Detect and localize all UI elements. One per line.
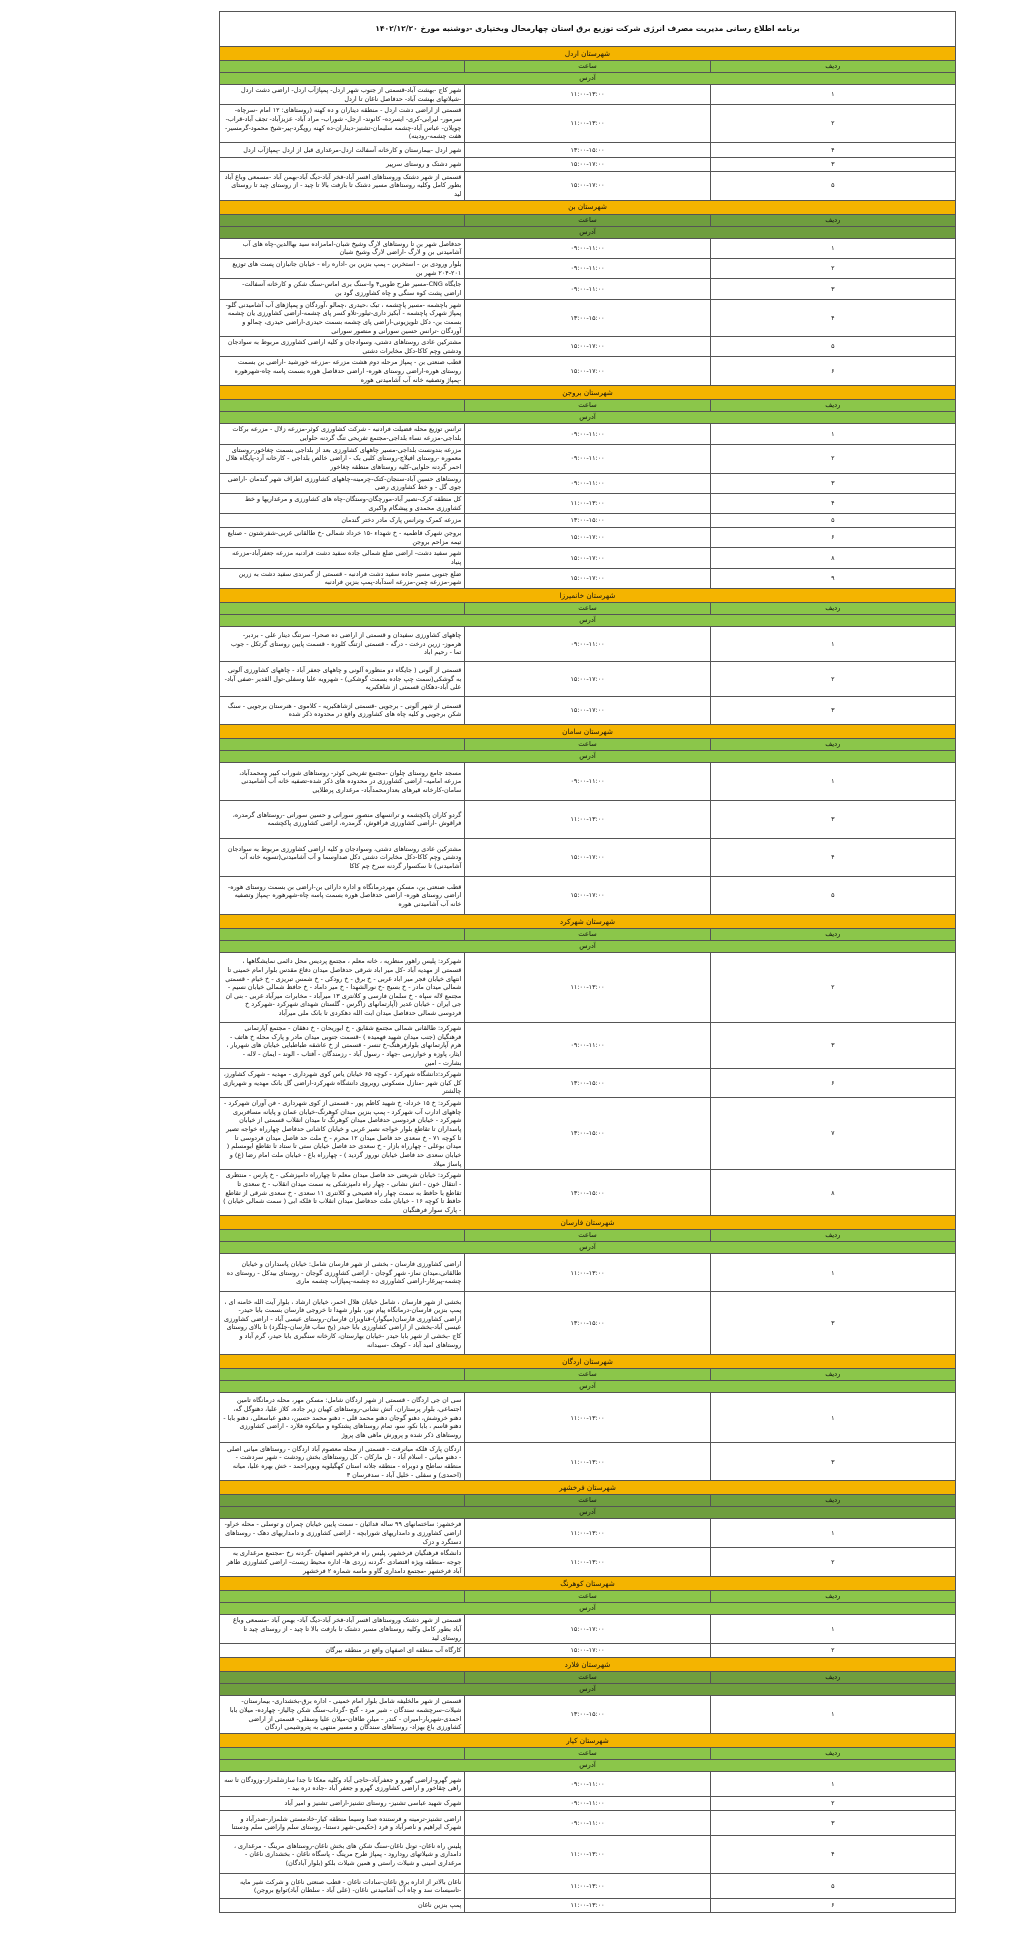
table-row (220, 337, 956, 357)
outage-time: ۱۵:۰۰-۱۷:۰۰ (465, 1644, 710, 1658)
county-header (220, 1481, 956, 1495)
table-row (220, 105, 956, 143)
outage-address: چاههای کشاورزی سفیدان و قسمتی از اراضی ده صحرا- سرتنگ دینار علی - بردبر- هرموز- زرین درخت - درگه - قسمتی ازتنگ کلوره - قسمت پایین روستای گرتکل - جوب تما - رحیم اباد (220, 626, 465, 661)
outage-time: ۱۱:۰۰-۱۳:۰۰ (465, 1519, 710, 1548)
column-header-address: آدرس (220, 226, 956, 238)
row-number: ۵ (710, 1874, 955, 1899)
table-row (220, 1811, 956, 1836)
outage-time: ۰۹:۰۰-۱۱:۰۰ (465, 424, 710, 444)
table-row (220, 626, 956, 661)
row-number: ۱ (710, 1393, 955, 1443)
outage-address: کل منطقه کرک-نصیر آباد-مورچگان-وستگان-چاه های کشاورزی و مرغداریها و خط کشاورزی محمدی و پیشگام واکبری (220, 493, 465, 513)
outage-address: شهر کاج -بهشت آباد-قسمتی از جنوب شهر اردل- پمپاژآب اردل- اراضی دشت اردل -شیلاتهای بهشت آباد- حدفاصل ناغان تا اردل (220, 85, 465, 105)
outage-time: ۰۹:۰۰-۱۱:۰۰ (465, 473, 710, 493)
county-header (220, 1216, 956, 1230)
outage-time: ۰۹:۰۰-۱۱:۰۰ (465, 1772, 710, 1797)
table-row (220, 568, 956, 588)
outage-address: قطب صنعتی بن، مسکن مهردرمانگاه و اداره دارائی بن-اراضی بن بسمت روستای هوره-اراضی روستای هوره- اراضی حدفاصل هوره بسمت پاسه چاه-شهرهوره -پمپاژ وتصفیه خانه آب آشامیدنی هوره (220, 876, 465, 914)
table-row (220, 473, 956, 493)
county-name: شهرستان اردل (220, 47, 956, 61)
county-header (220, 588, 956, 602)
row-number: ۶ (710, 357, 955, 386)
outage-time: ۱۵:۰۰-۱۷:۰۰ (465, 696, 710, 724)
row-number: ۶ (710, 1069, 955, 1098)
table-row (220, 1615, 956, 1644)
outage-time: ۱۳:۰۰-۱۵:۰۰ (465, 1292, 710, 1355)
outage-address: اردگان پارک فلکه میانرفت - قسمتی از محله معصوم آباد اردگان - روستاهای میانی اصلی - دهنو میانی - اسلام آباد - تل مارکان - کل روستاهای بخش رودشت - شهر سردشت - منطقه ساطح و دوبراه - منطقه جلانه استان کهگیلویه وبویراحمد - خش بهره علیا، میانه (احمدی) و سفلی - خلیل آباد - سدفرسان ۳ (220, 1443, 465, 1481)
table-row (220, 1874, 956, 1899)
outage-address: مشترکین عادی روستاهای دشتی، وسوادجان و کلیه اراضی کشاورزی مربوط به سوادجان ودشتی وچم کاکا-دکل مخابرات دشتی دکل صداوسما و آب آشامیدنی(تسویه خانه آب آشامیدنی) تا سکسوار گردنه سرخ چم کاکا (220, 838, 465, 876)
county-name: شهرستان کوهرنگ (220, 1577, 956, 1591)
table-row (220, 1098, 956, 1170)
table-row (220, 424, 956, 444)
column-header-time: ساعت (465, 400, 710, 412)
column-header-row-number: ردیف (710, 1748, 955, 1760)
row-number: ۴ (710, 1836, 955, 1874)
table-row (220, 1548, 956, 1577)
column-header-address: آدرس (220, 1684, 956, 1696)
outage-address: فرخشهر: ساختمانهای ۹۹ ساله فدائیان - سمت پایین خیابان چمران و توسلی - محله خراو- اراضی کشاورزی و دامداریهای شورابچه - اراضی کشاورزی و دامداریهای دهک - روستاهای دستگرد و دزک (220, 1519, 465, 1548)
outage-address: شهرکرد: پلیس راهور منظریه ، خانه معلم ، مجتمع پردیس محل دائمی نمایشگاهها ، قسمتی از مهدیه آباد -کل میر اباد شرقی حدفاصل میدان دفاع مقدس بلوار امام خمینی تا انتهای خیابان فجر میر اباد غربی - خ برق - خ رودکی - خ شمس تبریزی - خ خیام - قسمتی شمالی میدان مادر - خ بسیج -خ نورالشهدا - خ میر داماد - خ حافظ شمالی خیابان نسیم - مجتمع لاله سپاه - خ سلمان فارسی و کلانتری ۱۳ میرآباد - مخابرات میرآباد غربی - بنی ان جی ایران - خیابان غدیر (آپارتمانهای زاگرس - گلستان شهدای شهرکرد -شهرکرد خ فردوسی شمالی حدفاصل میدان ابت الله دهکردی تا بانک ملی میرآباد (220, 952, 465, 1022)
county-name: شهرستان فلارد (220, 1658, 956, 1672)
outage-time: ۰۹:۰۰-۱۱:۰۰ (465, 1022, 710, 1068)
county-name: شهرستان سامان (220, 724, 956, 738)
column-header-row-number: ردیف (710, 928, 955, 940)
column-header-row-number: ردیف (710, 214, 955, 226)
row-number: ۴ (710, 838, 955, 876)
table-row (220, 838, 956, 876)
outage-address: قسمتی از شهر مالخلیفه شامل بلوار امام خمینی - اداره برق-بخشداری- بیمارستان-شیلات-سرچشمه سندگان - شیر مرد - گنج -گرداب-سنگ شکن چالیاز- چهارده- میلان بابا احمدی-شهریار-امیران - کندر - میلن طاقان-میلان علیا وسفلی- قسمتی از اراضی کشاورزی باغ بهزاد- روستاهای سندگان و مسیر منتهی به پتروشیمی اردگان (220, 1696, 465, 1734)
row-number: ۱ (710, 238, 955, 258)
row-number: ۱ (710, 626, 955, 661)
column-header-time: ساعت (465, 1230, 710, 1242)
column-header-blank (220, 1748, 465, 1760)
table-row (220, 1069, 956, 1098)
column-header-blank (220, 738, 465, 750)
outage-address: حدفاصل شهر بن تا روستاهای لارگ وشیخ شبان-امامزاده سید بهاالدین-چاه های آب آشامیدنی بن و لارگ -اراضی لارگ وشیخ شبان (220, 238, 465, 258)
column-header-address: آدرس (220, 412, 956, 424)
row-number: ۲ (710, 1644, 955, 1658)
row-number: ۲ (710, 105, 955, 143)
county-header (220, 200, 956, 214)
county-name: شهرستان بروجن (220, 386, 956, 400)
row-number: ۱ (710, 762, 955, 800)
county-name: شهرستان شهرکرد (220, 914, 956, 928)
row-number: ۳ (710, 1443, 955, 1481)
row-number: ۱ (710, 1254, 955, 1292)
table-row (220, 1170, 956, 1216)
county-header (220, 47, 956, 61)
outage-address: دانشگاه فرهنگیان فرخشهر، پلیس راه فرخشهر اصفهان -گردنه رخ -مجتمع مرغداری به جوجه -منطقه ویژه اقتصادی -گردنه زردی ها- اداره محیط زیست- اراضی کشاورزی طاهر آباد فرخشهر -مجتمع دامداری گاو و ماسه شماره ۲ فرخشهر (220, 1548, 465, 1577)
column-header-row (220, 1591, 956, 1603)
outage-address: شهر سفید دشت- اراضی ضلع شمالی جاده سفید دشت فرادنبه مزرعه جعفرآباد-مزرعه پنیاد (220, 548, 465, 568)
table-row (220, 1022, 956, 1068)
outage-time: ۱۱:۰۰-۱۳:۰۰ (465, 800, 710, 838)
table-row (220, 800, 956, 838)
table-row (220, 1772, 956, 1797)
schedule-table (219, 11, 956, 1913)
table-row (220, 259, 956, 279)
outage-time: ۱۳:۰۰-۱۵:۰۰ (465, 1696, 710, 1734)
column-header-row (220, 1369, 956, 1381)
address-header-row (220, 614, 956, 626)
row-number: ۶ (710, 1899, 955, 1913)
column-header-row-number: ردیف (710, 61, 955, 73)
table-row (220, 1797, 956, 1811)
outage-time: ۱۵:۰۰-۱۷:۰۰ (465, 337, 710, 357)
outage-time: ۰۹:۰۰-۱۱:۰۰ (465, 259, 710, 279)
table-row (220, 493, 956, 513)
outage-address: مسجد جامع روستای چلوان -مجتمع تفریحی کوثر- روستاهای شوراب کبیر ومحمدآباد، مزرعه امامیه- اراضی کشاورزی در محدوده های ذکر شده-تصفیه خانه آب آشامیدنی سامان-کارخانه قیرهای بعدازمحمدآباد- مرغداری پرطلایی (220, 762, 465, 800)
outage-time: ۱۱:۰۰-۱۳:۰۰ (465, 1443, 710, 1481)
row-number: ۳ (710, 1022, 955, 1068)
address-header-row (220, 1760, 956, 1772)
outage-time: ۱۱:۰۰-۱۳:۰۰ (465, 1836, 710, 1874)
row-number: ۸ (710, 1170, 955, 1216)
table-row (220, 142, 956, 157)
outage-time: ۱۱:۰۰-۱۳:۰۰ (465, 1874, 710, 1899)
row-number: ۲ (710, 661, 955, 696)
column-header-blank (220, 400, 465, 412)
page-title: برنامه اطلاع رسانی مدیریت مصرف انرژی شرکت توزیع برق استان چهارمحال وبختیاری -دوشنبه مورخ ۱۴۰۲/۱۲/۲۰ (220, 12, 956, 47)
county-header (220, 386, 956, 400)
column-header-row-number: ردیف (710, 1495, 955, 1507)
table-row (220, 514, 956, 528)
address-header-row (220, 1684, 956, 1696)
row-number: ۲ (710, 259, 955, 279)
outage-time: ۱۱:۰۰-۱۳:۰۰ (465, 105, 710, 143)
title-row (220, 12, 956, 47)
row-number: ۳ (710, 279, 955, 299)
row-number: ۵ (710, 171, 955, 200)
row-number: ۷ (710, 1098, 955, 1170)
outage-address: قسمتی از شهر دشتک وروستاهای افسر آباد-فخر آباد-دیگ آباد-بهمن آباد -مسمعی وباغ آباد بطور کامل وکلیه روستاهای مسیر دشتک تا بازفت بالا تا چید - از روستای چید تا روستای لید (220, 171, 465, 200)
table-row (220, 238, 956, 258)
table-row (220, 1836, 956, 1874)
table-row (220, 357, 956, 386)
county-name: شهرستان بن (220, 200, 956, 214)
outage-address: جایگاه CNG-مسیر طرح طوبی۴ وا-سنگ بری اماس-سنگ شکن و کارخانه آسفالت- اراضی پشت کوه سنگی و چاه کشاورزی گود بن (220, 279, 465, 299)
table-row (220, 1644, 956, 1658)
outage-time: ۱۱:۰۰-۱۳:۰۰ (465, 1393, 710, 1443)
outage-address: قسمتی از اراضی دشت اردل - منطقه دیناران و ده کهنه (روستاهای: ۱۲ امام -سرچاه- سرمور- لیرابی-کری- ایسرده- کانوند- ارجل- شوراب- مراد آباد- عزیزآباد- تجف آباد-قراب-چویلان- عباس آباد-چشمه سلیمان-تشنیز-دیناران-ده کهنه روپگرد-پیر-شیخ محمود-گرمسیر-هفت چشمه-رودینه) (220, 105, 465, 143)
address-header-row (220, 1603, 956, 1615)
column-header-blank (220, 61, 465, 73)
row-number: ۵ (710, 337, 955, 357)
outage-address: اراضی کشاورزی فارسان - بخشی از شهر فارسان شامل: خیابان پاسداران و خیابان طالقانی،میدان نماز- شهر گوجان - اراضی کشاورزی گوجان - روستای بیدکل - روستای ده چشمه-پیرغار-اراضی کشاورزی ده چشمه-پمپاژآب چشمه ماری (220, 1254, 465, 1292)
column-header-address: آدرس (220, 1381, 956, 1393)
row-number: ۱ (710, 1615, 955, 1644)
table-row (220, 1899, 956, 1913)
column-header-address: آدرس (220, 1603, 956, 1615)
outage-address: شهرک شهید عباسی تشنیز- روستای تشنیز-اراضی تشنیز و امیر آباد (220, 1797, 465, 1811)
outage-time: ۰۹:۰۰-۱۱:۰۰ (465, 238, 710, 258)
column-header-time: ساعت (465, 1369, 710, 1381)
row-number: ۱ (710, 1696, 955, 1734)
column-header-time: ساعت (465, 738, 710, 750)
column-header-row (220, 928, 956, 940)
column-header-row (220, 1230, 956, 1242)
outage-address: اراضی تشنیز-ترمینه و فرستنده صدا وسیما منطقه کیار-خادمستی شلمزار-صدرآباد و شهرک ایراهیم و ناصرآباد و فرد (حکیمی-شهر دستنا- روستای سلم واراضی سلم ودستنا (220, 1811, 465, 1836)
column-header-time: ساعت (465, 602, 710, 614)
row-number: ۳ (710, 473, 955, 493)
outage-address: سی ان جی اردگان - قسمتی از شهر اردگان شامل: مسکن مهر، محله درمانگاه تامین اجتماعی، بلوار پرستاران، آتش نشانی-روستاهای کهیان زیر جاده، کلاز علیا، دهنوگل گه، دهنو خروشش، دهنو گوجان دهنو محمد قلی - دهنو محمد حسین، دهنو عباسعلی، دهنو بابا - دهنو قاسم ، بابا نکو، سو، تمام روستاهای پشتکوه و میانکوه فلارد - اراضی کشاورزی روستاهای ذکر شده و پرورش ماهی های پروژ (220, 1393, 465, 1443)
table-row (220, 279, 956, 299)
table-row (220, 299, 956, 337)
column-header-address: آدرس (220, 1760, 956, 1772)
address-header-row (220, 940, 956, 952)
column-header-row (220, 602, 956, 614)
column-header-row (220, 61, 956, 73)
table-row (220, 876, 956, 914)
row-number: ۱ (710, 85, 955, 105)
outage-time: ۱۵:۰۰-۱۷:۰۰ (465, 357, 710, 386)
outage-address: شهر دشتک و روستای سرپیر (220, 157, 465, 171)
outage-time: ۰۹:۰۰-۱۱:۰۰ (465, 626, 710, 661)
outage-time: ۰۹:۰۰-۱۱:۰۰ (465, 1811, 710, 1836)
outage-address: شهرکرد: خیابان شریعتی حد فاصل میدان معلم تا چهارراه دامپزشکی - خ پارس - منتظری - انتقال خون - اتش نشانی - چهار راه دامپزشکی به سمت میدان انقلاب - خ سعدی تا تقاطع با حافظ به سمت چهار راه فصیحی و کلانتری ۱۱ سعدی - خ سعدی شرقی از تقاطع حافظ تا کوچه ۱۶ - خیابان ملت حدفاصل میدان انقلاب تا فلکه ابی ( سمت شمالی خیابان ) - پارک سوار فرهنگیان (220, 1170, 465, 1216)
outage-time: ۱۵:۰۰-۱۷:۰۰ (465, 528, 710, 548)
table-row (220, 1696, 956, 1734)
outage-time: ۱۵:۰۰-۱۷:۰۰ (465, 548, 710, 568)
outage-time: ۱۱:۰۰-۱۳:۰۰ (465, 1254, 710, 1292)
column-header-time: ساعت (465, 928, 710, 940)
address-header-row (220, 750, 956, 762)
address-header-row (220, 226, 956, 238)
column-header-row-number: ردیف (710, 738, 955, 750)
column-header-row (220, 1748, 956, 1760)
outage-time: ۱۵:۰۰-۱۷:۰۰ (465, 171, 710, 200)
row-number: ۱ (710, 1772, 955, 1797)
outage-address: پلیس راه ناغان- تونل ناغان-سنگ شکن های بخش ناغان-روستاهای مرینگ - مرغداری ، دامداری و شیلاتهای رودارود - پمپاژ طرح مرینگ - پاسگاه ناغان - بخشداری ناغان - مرغداری امینی و شیلات راستی و همین شیلات بلکو (بلوار آبادگان) (220, 1836, 465, 1874)
column-header-row-number: ردیف (710, 400, 955, 412)
outage-time: ۱۳:۰۰-۱۵:۰۰ (465, 142, 710, 157)
outage-address: پمپ بنزین ناغان (220, 1899, 465, 1913)
column-header-blank (220, 1672, 465, 1684)
county-name: شهرستان فارسان (220, 1216, 956, 1230)
schedule-body (220, 12, 956, 1913)
outage-address: کارگاه آب منطقه ای اصفهان واقع در منطقه بیرگان (220, 1644, 465, 1658)
table-row (220, 171, 956, 200)
row-number: ۳ (710, 1292, 955, 1355)
table-row (220, 548, 956, 568)
column-header-time: ساعت (465, 61, 710, 73)
outage-address: قسمتی از شهر آلونی - برجویی -قسمتی ازشاهکبریه - کلاموی - هنرستان برجویی - سنگ شکن برجویی و کلیه چاه های کشاورزی واقع در محدوده ذکر شده (220, 696, 465, 724)
column-header-blank (220, 1495, 465, 1507)
column-header-address: آدرس (220, 73, 956, 85)
table-row (220, 661, 956, 696)
row-number: ۳ (710, 696, 955, 724)
county-header (220, 1734, 956, 1748)
column-header-row (220, 1672, 956, 1684)
outage-time: ۰۹:۰۰-۱۱:۰۰ (465, 1797, 710, 1811)
column-header-address: آدرس (220, 940, 956, 952)
row-number: ۸ (710, 548, 955, 568)
outage-address: شهرکرد:دانشگاه شهرکرد - کوچه ۶۵ خیابان یاس کوی شهرداری - مهدیه - شهرک کشاورز، کل کیان شهر -منازل مسکونی روبروی دانشگاه شهرکرد-اراضی گل بانک مهدیه و شهربازی چالشتر (220, 1069, 465, 1098)
row-number: ۱ (710, 424, 955, 444)
address-header-row (220, 412, 956, 424)
row-number: ۴ (710, 493, 955, 513)
row-number: ۲ (710, 444, 955, 473)
table-row (220, 1393, 956, 1443)
outage-time: ۱۵:۰۰-۱۷:۰۰ (465, 661, 710, 696)
table-row (220, 1443, 956, 1481)
outage-time: ۱۳:۰۰-۱۵:۰۰ (465, 514, 710, 528)
outage-address: شهر اردل -بیمارستان و کارخانه آسفالت اردل-مرغداری قبل از اردل -پمپاژآب اردل (220, 142, 465, 157)
row-number: ۲ (710, 1797, 955, 1811)
address-header-row (220, 73, 956, 85)
outage-time: ۱۱:۰۰-۱۳:۰۰ (465, 85, 710, 105)
outage-time: ۱۱:۰۰-۱۳:۰۰ (465, 1899, 710, 1913)
row-number: ۵ (710, 876, 955, 914)
row-number: ۹ (710, 568, 955, 588)
outage-address: مشترکین عادی روستاهای دشتی، وسوادجان و کلیه اراضی کشاورزی مربوط به سوادجان ودشتی وچم کاکا-دکل مخابرات دشتی (220, 337, 465, 357)
outage-address: بروجن شهرک فاطمیه - خ شهداء -۱۵ خرداد شمالی -خ طالقانی غربی-شفرشتون - صنایع تیمه مزاحم بروجن (220, 528, 465, 548)
outage-address: قسمتی از شهر دشتک وروستاهای افسر آباد-فخر آباد-دیگ آباد- بهمن آباد -مسمعی وباغ آباد بطور کامل وکلیه روستاهای مسیر دشتک تا بازفت بالا تا چید - از روستای چید تا روستای لید (220, 1615, 465, 1644)
county-name: شهرستان کیار (220, 1734, 956, 1748)
row-number: ۲ (710, 1548, 955, 1577)
column-header-row-number: ردیف (710, 1672, 955, 1684)
outage-address: مزرعه بندونست بلداجی-مسیر چاههای کشاورزی بعد از بلداجی بسمت چغاخور-روستای معموره -روستای افیلاچ-روستای کلبی بک - اراضی خالص بلداجی - کارخانه آرد-پایگاه هلال احمر گردنه حلوایی-کلیه روستاهای منطقه چغاخور (220, 444, 465, 473)
row-number: ۲ (710, 952, 955, 1022)
column-header-row (220, 1495, 956, 1507)
outage-time: ۱۵:۰۰-۱۷:۰۰ (465, 1615, 710, 1644)
outage-address: قطب صنعتی بن - پمپاژ مرحله دوم هشت مزرعه -مزرعه خورشید -اراضی بن بسمت روستای هوره-اراضی روستای هوره- اراضی حدفاصل هوره بسمت پاسه چاه-شهرهوره -پمپاژ وتصفیه خانه آب آشامیدنی هوره (220, 357, 465, 386)
table-row (220, 952, 956, 1022)
column-header-time: ساعت (465, 1672, 710, 1684)
schedule-sheet (219, 11, 956, 1913)
column-header-blank (220, 928, 465, 940)
table-row (220, 85, 956, 105)
column-header-address: آدرس (220, 614, 956, 626)
outage-address: شهرکرد: خ ۱۵ خرداد- خ شهید کاظم پور - قسمتی از کوی شهرداری - فن آوران شهرکرد - چاههای ادارب آب شهرکرد - پمپ بنزین میدان کوهرنگ-خیابان عمان و پایانه مسافربری شهرکرد - خیابان فردوسی حدفاصل میدان کوهرنگ تا میدان انقلاب قسمتی از خیابان پاسداران تا تقاطع بلوار خواجه نصیر غربی و خیابان کاشانی حدفاصل چهارراه خواجه تصیر تا کوچه ۷۱ - خ سعدی حد فاصل میدان ۱۲ محرم - خ ملت حد فاصل میدان فردوسی تا میدان بوعلی - چهارراه بازار - خ سعدی حد فاصل خیابان ستی تا ستاد تا تقاطع ابومسلم ( خیابان سعدی حد فاصل خیابان نوروز گردید ) - چهارراه باغ - خیابان ملت امام رضا (ع) و پاساژ میلاد (220, 1098, 465, 1170)
row-number: ۶ (710, 528, 955, 548)
column-header-blank (220, 602, 465, 614)
outage-address: گردو کاران پاکچشمه و ترانسهای منصور سورانی و حسین سورانی -روستاهای گرمدره، فراقوش -اراضی کشاورزی فراقوش، گرمدره، اراضی کشاورزی پاکچشمه (220, 800, 465, 838)
row-number: ۵ (710, 514, 955, 528)
county-name: شهرستان اردگان (220, 1355, 956, 1369)
column-header-row-number: ردیف (710, 1369, 955, 1381)
table-row (220, 762, 956, 800)
outage-time: ۱۱:۰۰-۱۳:۰۰ (465, 952, 710, 1022)
row-number: ۳ (710, 800, 955, 838)
column-header-address: آدرس (220, 1507, 956, 1519)
row-number: ۱ (710, 1519, 955, 1548)
outage-time: ۱۵:۰۰-۱۷:۰۰ (465, 568, 710, 588)
address-header-row (220, 1381, 956, 1393)
column-header-time: ساعت (465, 1591, 710, 1603)
outage-time: ۱۵:۰۰-۱۷:۰۰ (465, 838, 710, 876)
column-header-row (220, 214, 956, 226)
outage-address: بخشی از شهر فارسان ، شامل خیابان هلال احمر، خیابان ارشاد ، بلوار آیت الله خامنه ای ، پمپ بنزین فارسان-درمانگاه پیام نور، بلوار شهدا تا خروجی فارسان بسمت بابا حیدر-اراضی کشاورزی فارسان(میگوار)-قناویزان فارسان-روستای عیسی آباد - اراضی کشاورزی عیسی آباد-بخشی از اراضی کشاورزی بابا حیدر (یخ ساب فارسان-چلگرد) تا بالای روستای کاج -بخشی از شهر بابا حیدر -خیابان بهارستان، کارخانه سنگبری بابا حیدر، گرم آباد و روستاهای امید آباد - کوهک -سیبدانه (220, 1292, 465, 1355)
outage-time: ۱۵:۰۰-۱۷:۰۰ (465, 876, 710, 914)
outage-time: ۱۳:۰۰-۱۵:۰۰ (465, 1170, 710, 1216)
column-header-row-number: ردیف (710, 602, 955, 614)
address-header-row (220, 1242, 956, 1254)
table-row (220, 1254, 956, 1292)
outage-address: شهر گهرو-اراضی گهرو و جعفرآباد-حاجی آباد وکلیه معکا تا جدا سازشلمزار-وزودگان تا سه راهی چقاخور و اراضی کشاورزی گهرو و جعفر آباد -جاده دره بید - (220, 1772, 465, 1797)
row-number: ۴ (710, 299, 955, 337)
county-header (220, 724, 956, 738)
row-number: ۳ (710, 157, 955, 171)
outage-time: ۰۹:۰۰-۱۱:۰۰ (465, 279, 710, 299)
row-number: ۴ (710, 142, 955, 157)
outage-address: بلوار ورودی بن - استخربن - پمپ بنزین بن -اداره راه - خیابان جانبازان پست های توزیع ۲۰۱-۲۰۴ شهر بن (220, 259, 465, 279)
column-header-address: آدرس (220, 750, 956, 762)
column-header-row-number: ردیف (710, 1591, 955, 1603)
outage-time: ۱۵:۰۰-۱۷:۰۰ (465, 157, 710, 171)
column-header-time: ساعت (465, 1495, 710, 1507)
table-row (220, 528, 956, 548)
county-name: شهرستان فرخشهر (220, 1481, 956, 1495)
table-row (220, 1292, 956, 1355)
outage-time: ۱۳:۰۰-۱۵:۰۰ (465, 1069, 710, 1098)
column-header-time: ساعت (465, 1748, 710, 1760)
outage-time: ۱۳:۰۰-۱۵:۰۰ (465, 1098, 710, 1170)
column-header-row (220, 400, 956, 412)
table-row (220, 157, 956, 171)
county-header (220, 914, 956, 928)
outage-address: شهر باچشمه -مسیر پاچشمه ، تبک ،حیدری ،چمالو ،آوردگان و پمپاژهای آب آشامیدنی گلو- پمپاژ شهرک پاچشمه - آبکیز داری-تیلور-تلاو کسر پای چشمه-اراضی کشاورزی یان چشمه بسمت بن- دکل تلویزیونی-اراضی پای چشمه بسمت حیدری-اراضی حیدری، چمالو و آوردگان -ترانس حسین سورانی و منصور سورانی (220, 299, 465, 337)
outage-address: مزرعه کمرک وترانس پارک مادر دختر گندمان (220, 514, 465, 528)
outage-time: ۱۱:۰۰-۱۳:۰۰ (465, 1548, 710, 1577)
county-name: شهرستان خانمیرزا (220, 588, 956, 602)
county-header (220, 1355, 956, 1369)
column-header-row-number: ردیف (710, 1230, 955, 1242)
outage-time: ۰۹:۰۰-۱۱:۰۰ (465, 762, 710, 800)
table-row (220, 696, 956, 724)
county-header (220, 1658, 956, 1672)
county-header (220, 1577, 956, 1591)
table-row (220, 444, 956, 473)
column-header-blank (220, 1230, 465, 1242)
outage-time: ۱۳:۰۰-۱۵:۰۰ (465, 299, 710, 337)
outage-address: ناغان بالاتر از اداره برق ناغان-سادات ناغان - قطب صنعتی ناغان و شرکت شیر مایه -تاسیسات سد و چاه آب آشامیدنی ناغان- (علی آباد - سلطان آباد)توابع بروجن) (220, 1874, 465, 1899)
column-header-time: ساعت (465, 214, 710, 226)
outage-address: ضلع جنوبی مسیر جاده سفید دشت فرادنبه - قسمتی از گمرندی سفید دشت به زرین شهر-مزرعه چمن-مزرعه اسدآباد-پمپ بنزین فرادنبه (220, 568, 465, 588)
outage-time: ۰۹:۰۰-۱۱:۰۰ (465, 444, 710, 473)
column-header-row (220, 738, 956, 750)
column-header-blank (220, 214, 465, 226)
outage-address: ترانس توزیع محله فضیلت فرادنبه - شرکت کشاورزی کوثر-مزرعه زلال - مزرعه برکات بلداجی-مزرعه نساء بلداجی-مجتمع تفریحی تنگ گردنه حلوایی (220, 424, 465, 444)
outage-address: قسمتی از آلونی ( جایگاه دو منظوره آلونی و چاههای جعفر آباد - چاههای کشاورزی آلونی به گوشکی(سمت چپ جاده بسمت گوشکی) - شهرویه علیا وسفلی-تول القدیر -صفی آباد-علی آباد-دهکان قسمتی از شاهکبریه (220, 661, 465, 696)
address-header-row (220, 1507, 956, 1519)
column-header-blank (220, 1369, 465, 1381)
row-number: ۳ (710, 1811, 955, 1836)
column-header-address: آدرس (220, 1242, 956, 1254)
outage-address: شهرکرد: طالقانی شمالی مجتمع شقایق - خ ابوریحان - خ دهقان - مجتمع آپارتمانی فرهنگیان (جنب میدان شهید فهمیده ) -قسمت جنوبی میدان مادر و پارک محله خ هاتف - هرم آپارتمانهای بلوارفرهنگ-خ تنسر - قسمتی از خ عاشقه طباطبایی خیابان های شهریار ، ایثار، پاوزه و خوارزمی -جهاد - رسول آباد - رزمندگان - آفتاب - الوند - ایمان - لاله - بشارت - امین (220, 1022, 465, 1068)
column-header-blank (220, 1591, 465, 1603)
outage-address: روستاهای حسین آباد-سنجان-کتک-چرمینه-چاههای کشاورزی اطراف شهر گندمان -اراضی جوی گل - و خط کشاورزی رضی (220, 473, 465, 493)
outage-time: ۱۱:۰۰-۱۳:۰۰ (465, 493, 710, 513)
table-row (220, 1519, 956, 1548)
